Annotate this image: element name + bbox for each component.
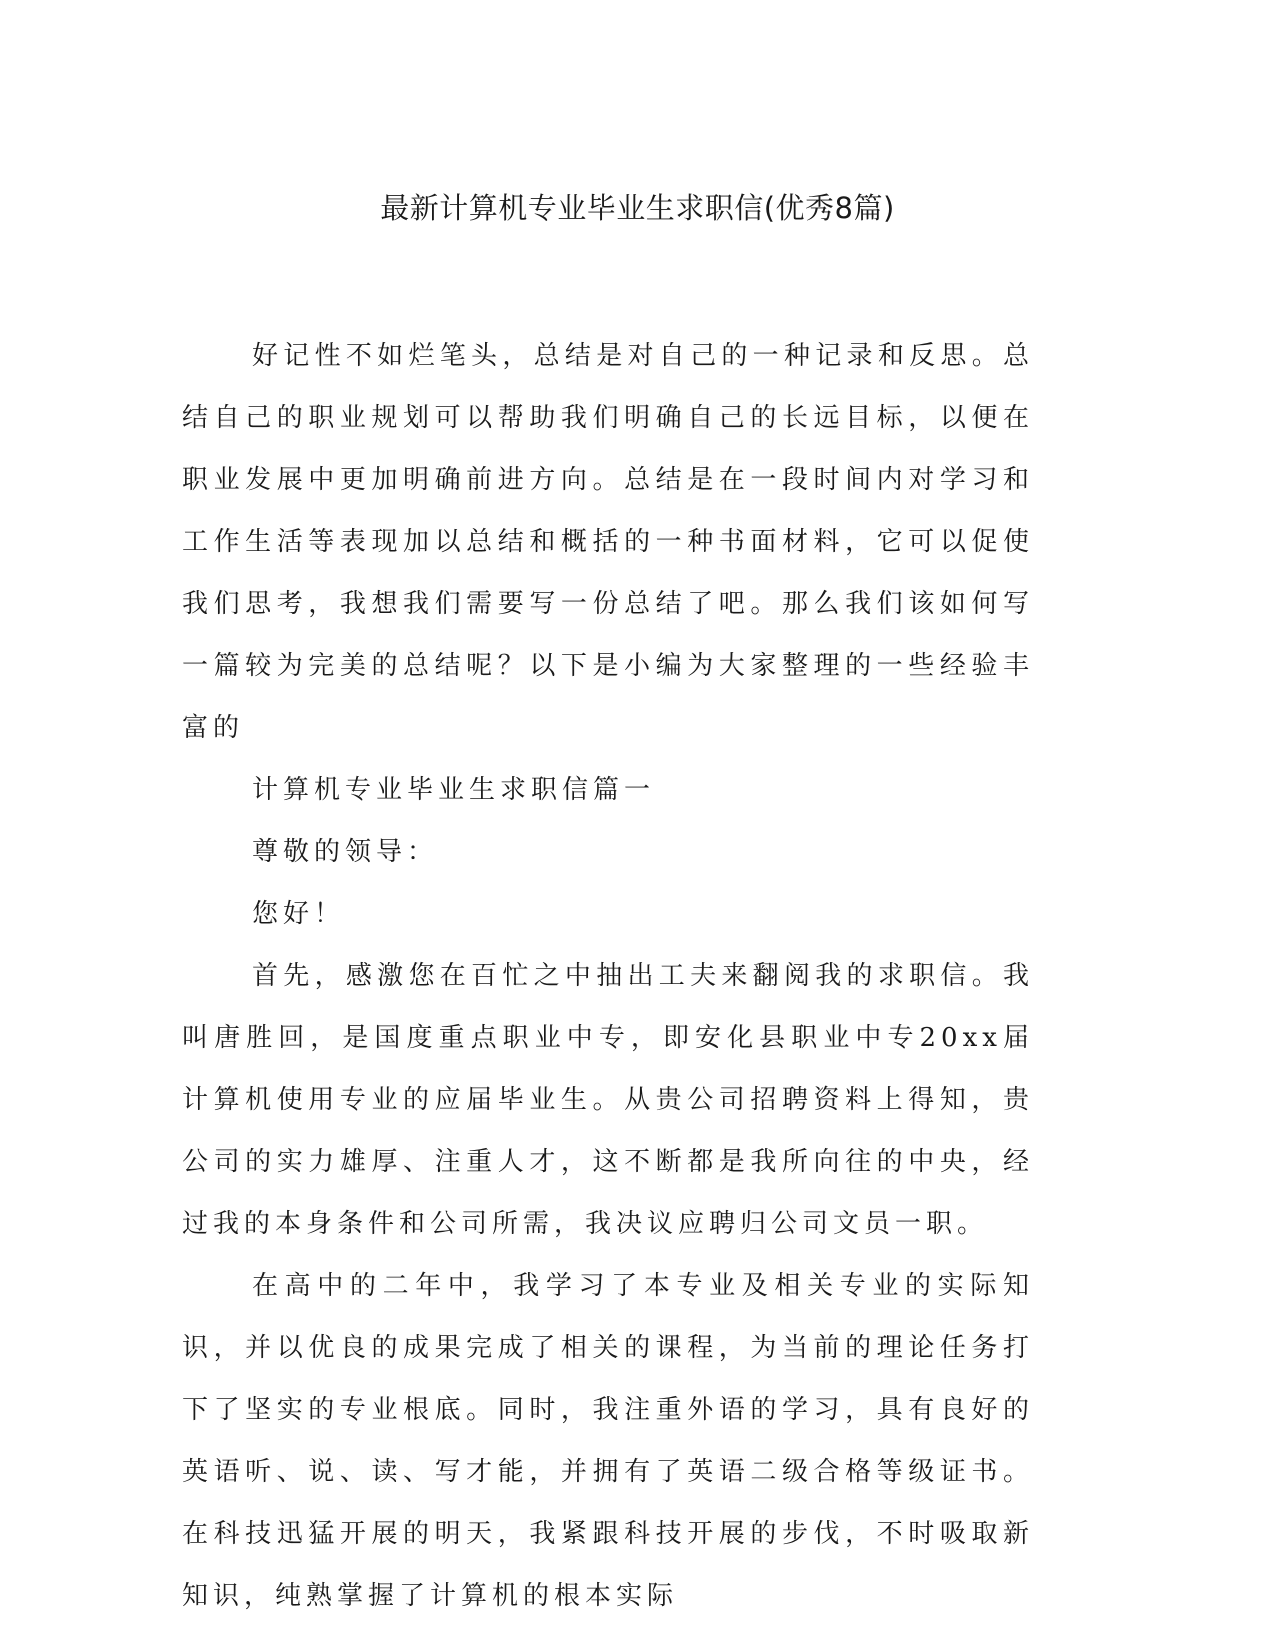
document-body [182,325,1034,1627]
greeting: 您好！ [252,899,346,929]
section-heading: 计算机专业毕业生求职信篇一 [252,775,656,805]
paragraph-education: 在高中的二年中，我学习了本专业及相关专业的实际知识，并以优良的成果完成了相关的课程，为当前的理论任务打下了坚实的专业根底。同时，我注重外语的学习，具有良好的英语听、说、读、写才能，并拥有了英语二级合格等级证书。在科技迅猛开展的明天，我紧跟科技开展的步伐，不时吸取新知识，纯熟掌握了计算机的根本实际 [182,1271,1034,1611]
document-title: 最新计算机专业毕业生求职信(优秀8篇) [380,191,895,225]
paragraph-intro: 好记性不如烂笔头，总结是对自己的一种记录和反思。总结自己的职业规划可以帮助我们明确自己的长远目标，以便在职业发展中更加明确前进方向。总结是在一段时间内对学习和工作生活等表现加以总结和概括的一种书面材料，它可以促使我们思考，我想我们需要写一份总结了吧。那么我们该如何写一篇较为完美的总结呢？以下是小编为大家整理的一些经验丰富的 [182,341,1034,743]
salutation: 尊敬的领导： [252,837,439,867]
paragraph-introduction-self: 首先，感激您在百忙之中抽出工夫来翻阅我的求职信。我叫唐胜回，是国度重点职业中专，即安化县职业中专20xx届计算机使用专业的应届毕业生。从贵公司招聘资料上得知，贵公司的实力雄厚、注重人才，这不断都是我所向往的中央，经过我的本身条件和公司所需，我决议应聘归公司文员一职。 [182,961,1034,1239]
